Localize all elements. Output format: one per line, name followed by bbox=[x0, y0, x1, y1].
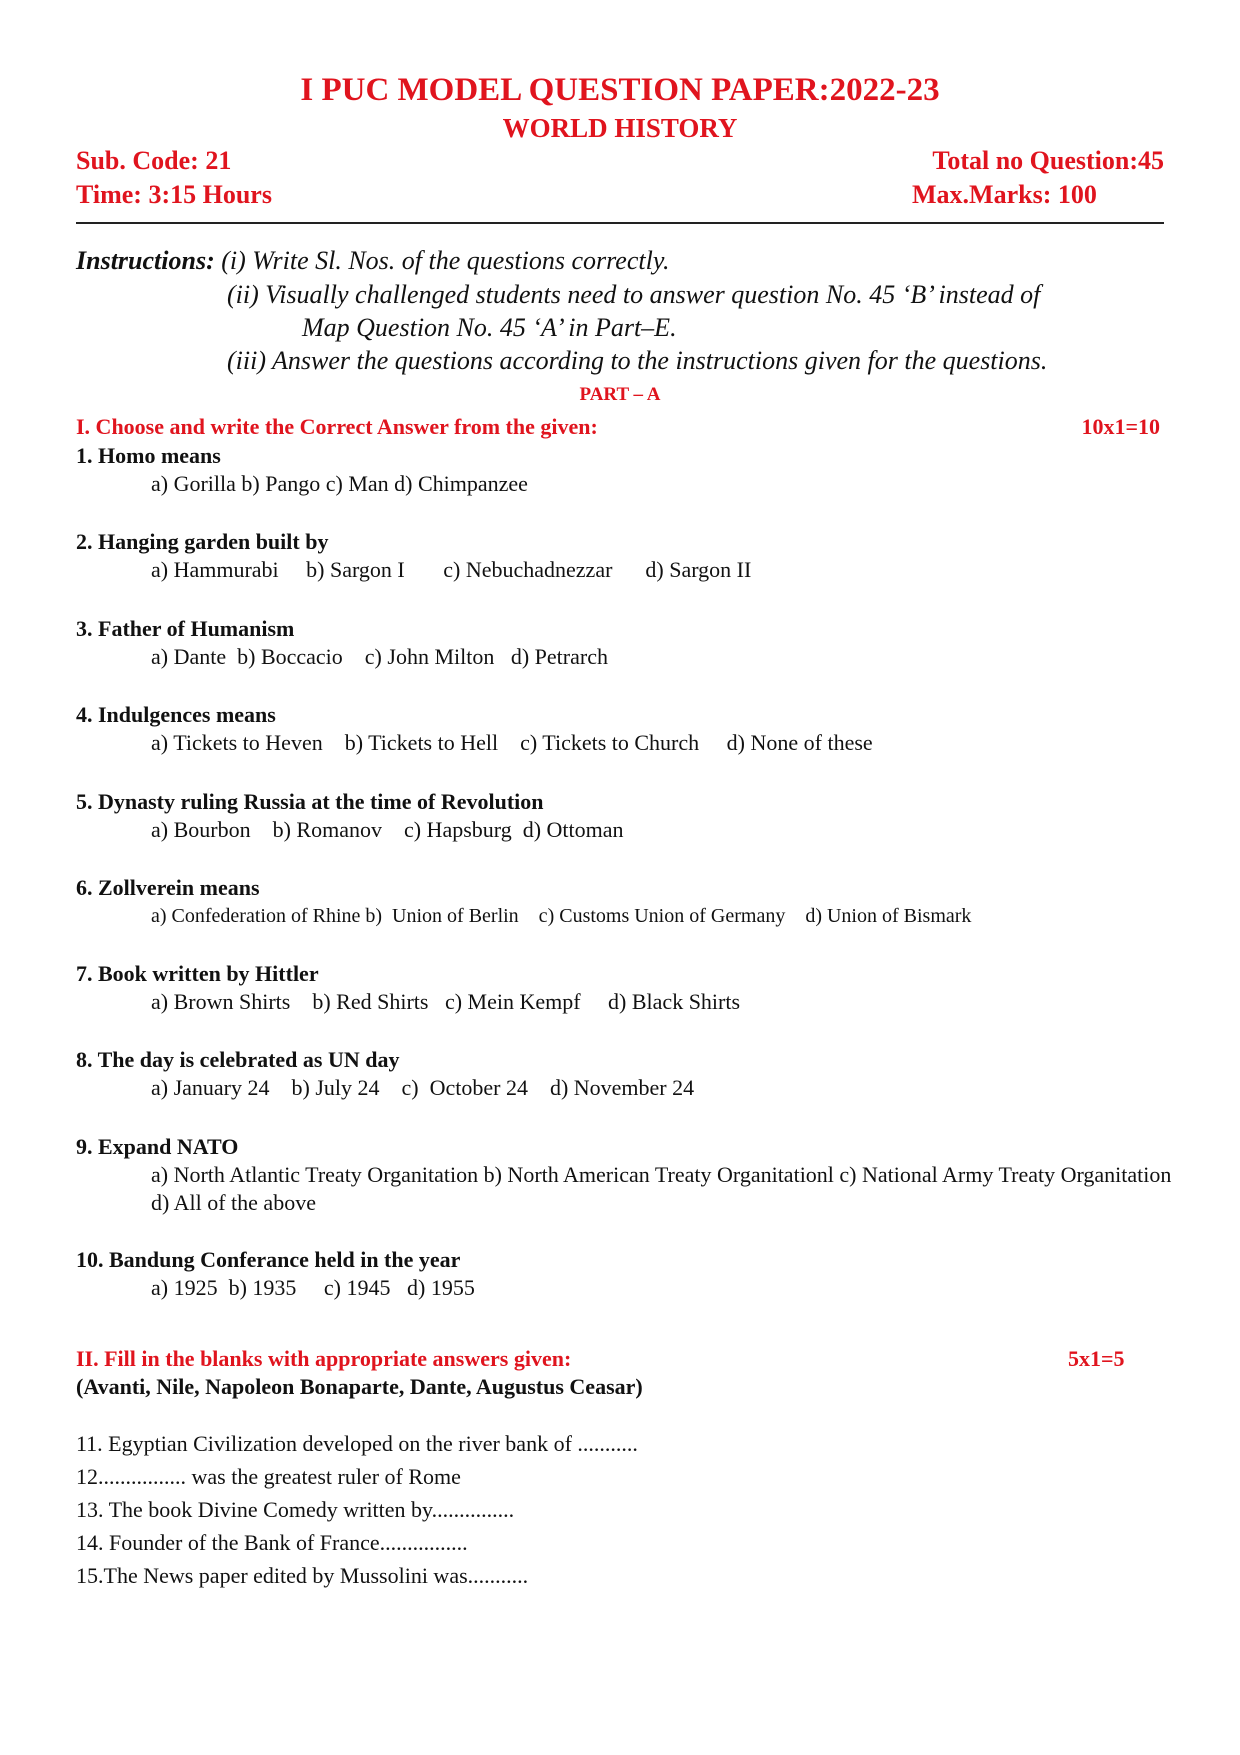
question-4 bbox=[76, 701, 1176, 757]
question-9 bbox=[76, 1133, 1176, 1217]
question-options: a) Confederation of Rhine b) Union of Berlin c) Customs Union of Germany d) Union of Bismark bbox=[151, 905, 972, 927]
question-text: 2. Hanging garden built by bbox=[76, 529, 329, 554]
question-7 bbox=[76, 960, 1176, 1016]
question-text: 7. Book written by Hittler bbox=[76, 961, 319, 986]
fill-item-15: 15.The News paper edited by Mussolini was........... bbox=[76, 1563, 529, 1588]
question-options: a) Hammurabi b) Sargon I c) Nebuchadnezzar d) Sargon II bbox=[151, 557, 752, 582]
section-1-heading: I. Choose and write the Correct Answer from the given: bbox=[76, 414, 598, 439]
question-text: 4. Indulgences means bbox=[76, 702, 276, 727]
question-options: a) North Atlantic Treaty Organitation b) North American Treaty Organitationl c) National Army Treaty Organitation d) All of the above bbox=[151, 1162, 1172, 1215]
question-text: 9. Expand NATO bbox=[76, 1134, 239, 1159]
instruction-3: (iii) Answer the questions according to the instructions given for the questions. bbox=[227, 346, 1048, 375]
instruction-2-continued: Map Question No. 45 ‘A’ in Part–E. bbox=[302, 313, 677, 342]
fill-item-13: 13. The book Divine Comedy written by............... bbox=[76, 1497, 515, 1522]
fill-item-12: 12................ was the greatest ruler of Rome bbox=[76, 1464, 461, 1489]
exam-time: Time: 3:15 Hours bbox=[76, 180, 272, 209]
question-8 bbox=[76, 1046, 1176, 1102]
max-marks: Max.Marks: 100 bbox=[912, 180, 1097, 209]
question-text: 3. Father of Humanism bbox=[76, 616, 295, 641]
question-text: 8. The day is celebrated as UN day bbox=[76, 1047, 400, 1072]
section-1-marks: 10x1=10 bbox=[1081, 414, 1160, 439]
fill-item-11: 11. Egyptian Civilization developed on the river bank of ........... bbox=[76, 1431, 638, 1456]
fill-item-14: 14. Founder of the Bank of France................ bbox=[76, 1530, 468, 1555]
fill-in-blanks-list bbox=[76, 1427, 638, 1592]
subject-code: Sub. Code: 21 bbox=[76, 146, 232, 175]
header-divider bbox=[76, 222, 1164, 224]
question-options: a) Bourbon b) Romanov c) Hapsburg d) Ottoman bbox=[151, 817, 624, 842]
question-10 bbox=[76, 1246, 1176, 1302]
paper-subject: WORLD HISTORY bbox=[502, 113, 738, 143]
word-bank: (Avanti, Nile, Napoleon Bonaparte, Dante, Augustus Ceasar) bbox=[76, 1374, 643, 1399]
section-2-marks: 5x1=5 bbox=[1068, 1346, 1125, 1371]
question-options: a) Dante b) Boccacio c) John Milton d) Petrarch bbox=[151, 644, 608, 669]
paper-title: I PUC MODEL QUESTION PAPER:2022-23 bbox=[300, 72, 940, 108]
section-2-heading: II. Fill in the blanks with appropriate answers given: bbox=[76, 1346, 572, 1371]
question-6 bbox=[76, 874, 1176, 930]
question-text: 10. Bandung Conferance held in the year bbox=[76, 1247, 461, 1272]
question-options: a) Gorilla b) Pango c) Man d) Chimpanzee bbox=[151, 471, 528, 496]
question-options: a) January 24 b) July 24 c) October 24 d) November 24 bbox=[151, 1075, 695, 1100]
question-options: a) Tickets to Heven b) Tickets to Hell c) Tickets to Church d) None of these bbox=[151, 730, 873, 755]
question-1 bbox=[76, 442, 1176, 498]
instructions-line-1 bbox=[76, 246, 669, 276]
instruction-2: (ii) Visually challenged students need to answer question No. 45 ‘B’ instead of bbox=[227, 280, 1041, 309]
question-text: 5. Dynasty ruling Russia at the time of Revolution bbox=[76, 789, 544, 814]
question-options: a) Brown Shirts b) Red Shirts c) Mein Kempf d) Black Shirts bbox=[151, 989, 741, 1014]
question-text: 1. Homo means bbox=[76, 443, 221, 468]
total-questions: Total no Question:45 bbox=[932, 146, 1164, 175]
question-2 bbox=[76, 528, 1176, 584]
instructions-label: Instructions: bbox=[76, 246, 215, 275]
question-3 bbox=[76, 615, 1176, 671]
question-5 bbox=[76, 788, 1176, 844]
part-a-heading: PART – A bbox=[579, 384, 661, 405]
question-text: 6. Zollverein means bbox=[76, 875, 260, 900]
instruction-1: (i) Write Sl. Nos. of the questions correctly. bbox=[214, 246, 670, 275]
question-options: a) 1925 b) 1935 c) 1945 d) 1955 bbox=[151, 1275, 475, 1300]
